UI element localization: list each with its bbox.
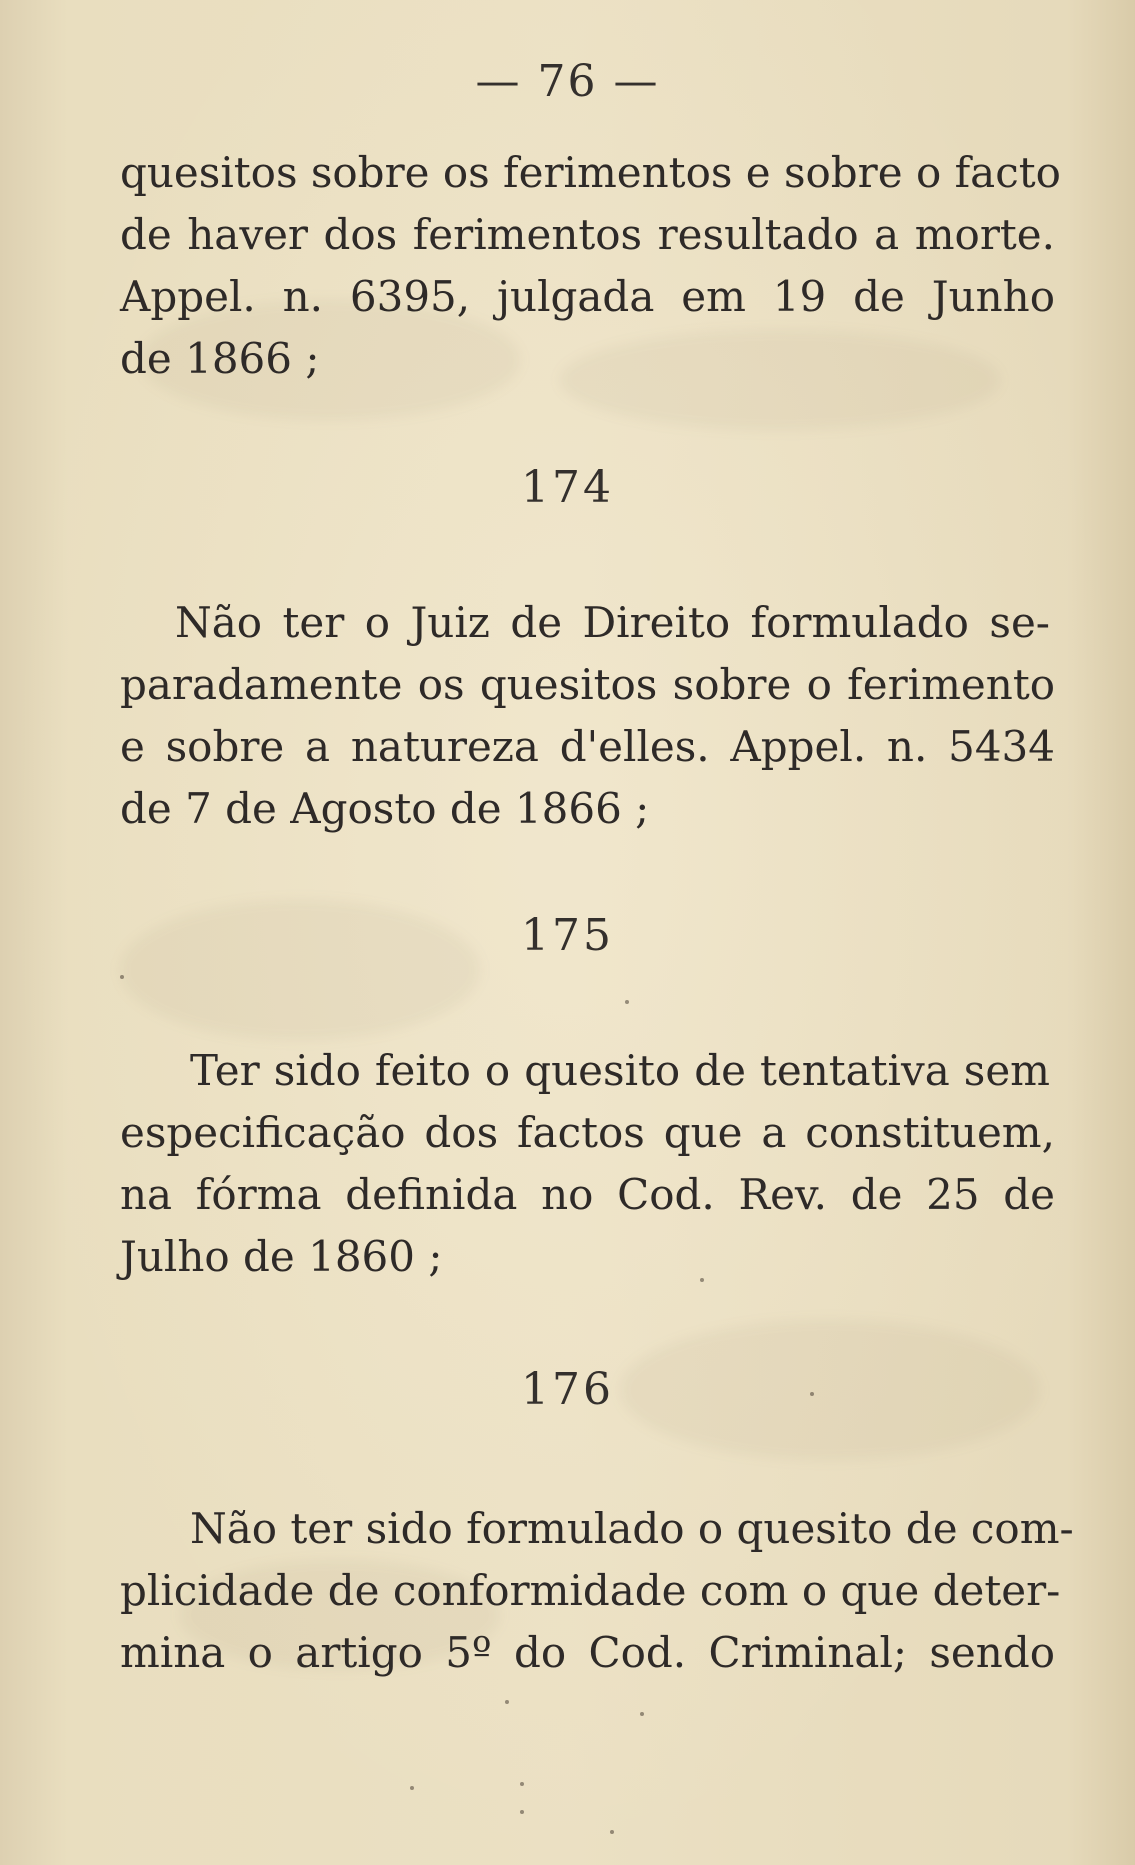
text-line: Ter sido feito o quesito de tentativa sem xyxy=(190,1046,1050,1095)
text-line: paradamente os quesitos sobre o ferimento xyxy=(120,660,1055,709)
print-speck xyxy=(505,1700,509,1704)
print-speck xyxy=(520,1810,524,1814)
text-line: de 1866 ; xyxy=(120,334,320,383)
section-paragraph xyxy=(120,654,1055,840)
section-paragraph xyxy=(120,1560,1061,1684)
text-line: especificação dos factos que a constituem, xyxy=(120,1108,1055,1157)
section-paragraph xyxy=(120,1102,1055,1288)
section-paragraph xyxy=(175,592,1050,654)
text-line: plicidade de conformidade com o que deter- xyxy=(120,1566,1061,1615)
text-line: mina o artigo 5º do Cod. Criminal; sendo xyxy=(120,1628,1055,1677)
text-line: de haver dos ferimentos resultado a morte. xyxy=(120,210,1055,259)
print-speck xyxy=(640,1712,644,1716)
print-speck xyxy=(625,1000,629,1004)
text-line: de 7 de Agosto de 1866 ; xyxy=(120,784,650,833)
section-number: 176 xyxy=(521,1364,614,1415)
print-speck xyxy=(610,1830,614,1834)
continuation-paragraph xyxy=(120,142,1061,390)
print-speck xyxy=(120,975,124,979)
print-speck xyxy=(810,1392,814,1396)
print-speck xyxy=(520,1782,524,1786)
text-line: quesitos sobre os ferimentos e sobre o facto xyxy=(120,148,1061,197)
text-line: Appel. n. 6395, julgada em 19 de Junho xyxy=(120,272,1055,321)
text-line: Não ter o Juiz de Direito formulado se- xyxy=(175,598,1050,647)
print-speck xyxy=(410,1786,414,1790)
text-line: na fórma definida no Cod. Rev. de 25 de xyxy=(120,1170,1055,1219)
section-paragraph xyxy=(190,1040,1050,1102)
section-number: 175 xyxy=(521,910,614,961)
text-line: Julho de 1860 ; xyxy=(120,1232,443,1281)
print-speck xyxy=(700,1278,704,1282)
page-number: — 76 — xyxy=(475,56,660,107)
text-line: Não ter sido formulado o quesito de com- xyxy=(190,1504,1074,1553)
section-paragraph xyxy=(190,1498,1074,1560)
section-number: 174 xyxy=(521,462,614,513)
text-line: e sobre a natureza d'elles. Appel. n. 5434 xyxy=(120,722,1055,771)
